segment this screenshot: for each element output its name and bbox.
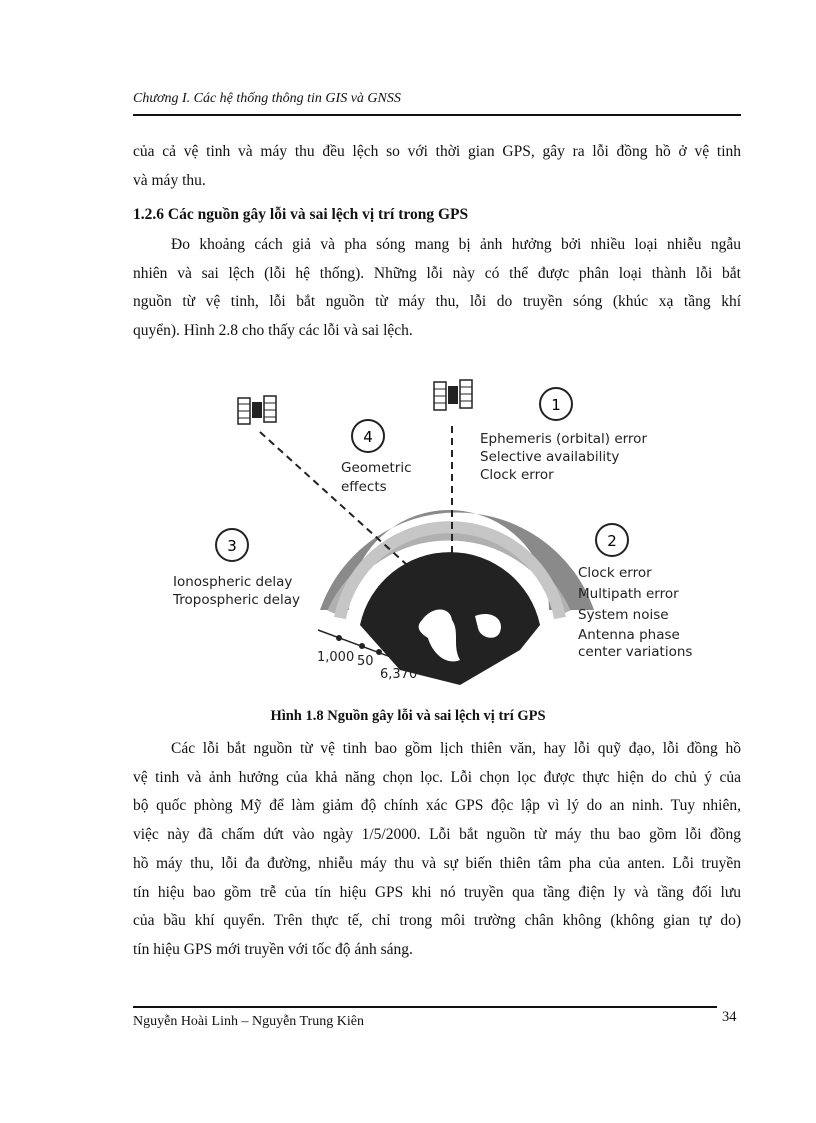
marker-3 bbox=[216, 529, 248, 561]
label-clock-error-satellite: Clock error bbox=[480, 467, 554, 483]
scale-label-6370: 6,370 bbox=[380, 667, 418, 682]
paragraph-line: nhiên và sai lệch (lỗi hệ thống). Những lỗi này có thể được phân loại thành lỗi bắt bbox=[133, 264, 741, 282]
marker-2 bbox=[596, 524, 628, 556]
scale-point bbox=[359, 643, 365, 649]
label-selective-availability: Selective availability bbox=[480, 449, 620, 465]
footer-rule bbox=[133, 1006, 717, 1008]
paragraph-line: nguồn từ vệ tinh, lỗi bắt nguồn từ máy thu, lỗi do truyền sóng (khúc xạ tầng khí bbox=[133, 293, 741, 311]
label-geometric: Geometric bbox=[341, 460, 412, 476]
section-paragraph bbox=[133, 231, 741, 346]
figure-caption: Hình 1.8 Nguồn gây lỗi và sai lệch vị trí GPS bbox=[270, 708, 546, 724]
footer-author: Nguyễn Hoài Linh – Nguyễn Trung Kiên bbox=[133, 1014, 364, 1029]
paragraph-line: Đo khoảng cách giả và pha sóng mang bị ảnh hưởng bởi nhiều loại nhiễu ngẫu bbox=[171, 236, 741, 253]
label-ephemeris: Ephemeris (orbital) error bbox=[480, 431, 647, 447]
scale-point bbox=[336, 635, 342, 641]
scale-label-1000: 1,000 bbox=[317, 650, 355, 665]
layer-label-trop: trop bbox=[487, 598, 515, 614]
scale-label-50: 50 bbox=[357, 654, 374, 669]
marker-1 bbox=[540, 388, 572, 420]
scale-point bbox=[376, 649, 382, 655]
label-antenna-phase: Antenna phase bbox=[578, 627, 680, 643]
paragraph-line: của bầu khí quyển. Trên thực tế, chỉ trong môi trường chân không (không gian tự do) bbox=[133, 912, 741, 930]
layer-label-ion: ion bbox=[377, 584, 398, 600]
label-center-variations: center variations bbox=[578, 644, 693, 660]
svg-text:4: 4 bbox=[363, 428, 373, 446]
label-effects: effects bbox=[341, 479, 387, 495]
satellite-center-icon bbox=[434, 380, 472, 410]
page-number: 34 bbox=[722, 1009, 737, 1025]
label-system-noise: System noise bbox=[578, 607, 669, 623]
header-rule bbox=[133, 114, 741, 116]
paragraph-line: vệ tinh và ảnh hưởng của khả năng chọn lọc. Lỗi chọn lọc được thực hiện do chủ ý của bbox=[133, 768, 741, 786]
section-heading: 1.2.6 Các nguồn gây lỗi và sai lệch vị trí trong GPS bbox=[133, 206, 469, 223]
label-ionospheric-delay: Ionospheric delay bbox=[173, 574, 293, 590]
paragraph-line: tín hiệu bao gồm trễ của tín hiệu GPS khi nó truyền qua tầng điện ly và tầng đối lưu bbox=[133, 883, 741, 901]
svg-text:1: 1 bbox=[551, 396, 561, 414]
scale-point bbox=[445, 675, 451, 681]
svg-text:2: 2 bbox=[607, 532, 617, 550]
running-header: Chương I. Các hệ thống thông tin GIS và GNSS bbox=[133, 91, 401, 106]
paragraph-line: tín hiệu GPS mới truyền với tốc độ ánh sáng. bbox=[133, 940, 413, 958]
label-tropospheric-delay: Tropospheric delay bbox=[173, 592, 300, 608]
svg-text:3: 3 bbox=[227, 537, 237, 555]
paragraph-line: hồ máy thu, lỗi đa đường, nhiễu máy thu và sự biến thiên tâm pha của anten. Lỗi truyền bbox=[133, 854, 741, 872]
body-paragraph bbox=[133, 735, 741, 965]
paragraph-line: việc này đã chấm dứt vào ngày 1/5/2000. Lỗi bắt nguồn từ máy thu bao gồm lỗi đồng bbox=[133, 826, 741, 844]
paragraph-line: quyển). Hình 2.8 cho thấy các lỗi và sai lệch. bbox=[133, 322, 413, 340]
marker-4 bbox=[352, 420, 384, 452]
paragraph-line: và máy thu. bbox=[133, 171, 206, 189]
paragraph-line: bộ quốc phòng Mỹ để làm giảm độ chính xác GPS độc lập vì lý do an ninh. Tuy nhiên, bbox=[133, 797, 741, 815]
label-clock-error-receiver: Clock error bbox=[578, 565, 652, 581]
intro-paragraph bbox=[133, 138, 741, 195]
gps-error-figure bbox=[160, 370, 700, 695]
label-multipath-error: Multipath error bbox=[578, 586, 679, 602]
paragraph-line: của cả vệ tinh và máy thu đều lệch so với thời gian GPS, gây ra lỗi đồng hồ ở vệ tinh bbox=[133, 143, 741, 160]
paragraph-line: Các lỗi bắt nguồn từ vệ tinh bao gồm lịch thiên văn, hay lỗi quỹ đạo, lỗi đồng hồ bbox=[171, 740, 741, 757]
satellite-left-icon bbox=[238, 396, 276, 424]
